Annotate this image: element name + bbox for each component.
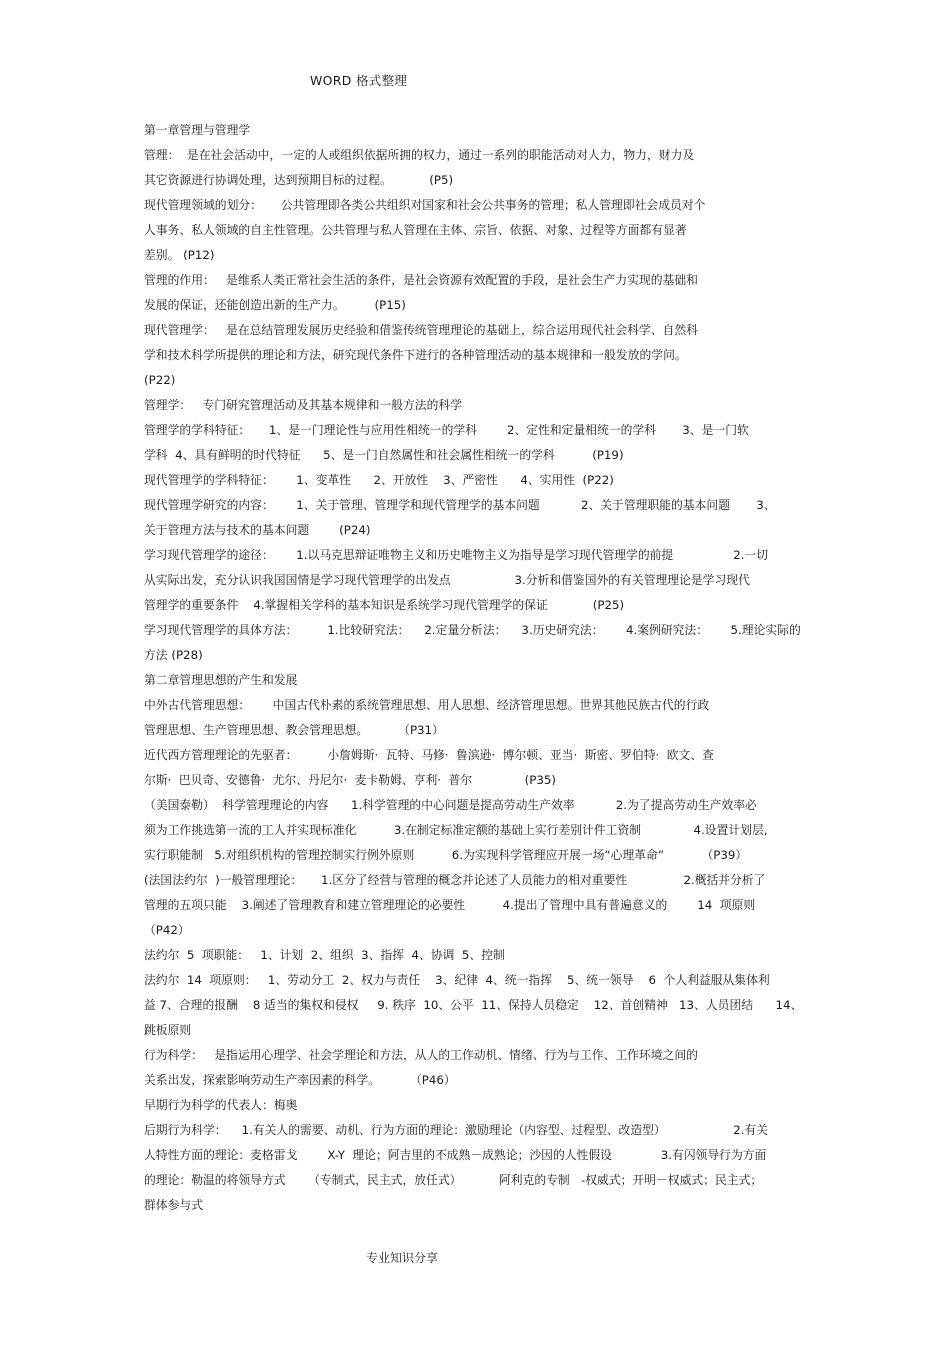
text-line: 管理思想、生产管理思想、教会管理思想。 （P31） (144, 723, 444, 737)
text-line: 法约尔 5 项职能： 1、计划 2、组织 3、指挥 4、协调 5、控制 (144, 948, 505, 962)
text-line: (法国法约尔 )一般管理理论： 1.区分了经营与管理的概念并论述了人员能力的相对重要性 2.概括并分析了 (144, 873, 766, 887)
text-line: 须为工作挑选第一流的工人并实现标准化 3.在制定标准定额的基础上实行差别计件工资制 4.设置计划层, (144, 823, 768, 837)
text-line: 的理论：勒温的将领导方式 （专制式，民主式，放任式） 阿利克的专制 -权威式；开明－权威式；民主式； (144, 1173, 763, 1187)
text-line: （P42） (144, 923, 190, 937)
text-line: 其它资源进行协调处理，达到预期目标的过程。 (P5) (144, 173, 454, 187)
text-line: 中外古代管理思想： 中国古代朴素的系统管理思想、用人思想、经济管理思想。世界其他民族古代的行政 (144, 698, 710, 712)
text-line: 早期行为科学的代表人：梅奥 (144, 1098, 298, 1112)
document-body (144, 118, 824, 1218)
text-line: 法约尔 14 项原则： 1、劳动分工 2、权力与责任 3、纪律 4、统一指挥 5、统一领导 6 个人利益服从集体利 (144, 973, 770, 987)
text-line: 关于管理方法与技术的基本问题 (P24) (144, 523, 371, 537)
section-heading-chapter-1: 第一章管理与管理学 (144, 123, 251, 137)
text-line: 群体参与式 (144, 1198, 203, 1212)
text-line: 现代管理学： 是在总结管理发展历史经验和借鉴传统管理理论的基础上，综合运用现代社会科学、自然科 (144, 323, 698, 337)
text-line: 管理学的重要条件 4.掌握相关学科的基本知识是系统学习现代管理学的保证 (P25) (144, 598, 625, 612)
text-line: 现代管理学的学科特征： 1、变革性 2、开放性 3、严密性 4、实用性 (P22) (144, 473, 614, 487)
text-line: 尔斯· 巴贝奇、安德鲁· 尤尔、丹尼尔· 麦卡勒姆、亨利· 普尔 (P35) (144, 773, 556, 787)
text-line: （美国泰勒） 科学管理理论的内容 1.科学管理的中心问题是提高劳动生产效率 2.为了提高劳动生产效率必 (144, 798, 757, 812)
text-line: 管理的五项只能 3.阐述了管理教育和建立管理理论的必要性 4.提出了管理中具有普遍意义的 14 项原则 (144, 898, 756, 912)
text-line: 实行职能制 5.对组织机构的管理控制实行例外原则 6.为实现科学管理应开展一场“心理革命” （P39） (144, 848, 748, 862)
text-line: 人特性方面的理论：麦格雷戈 X-Y 理论；阿吉里的不成熟－成熟论；沙因的人性假设 3.有闪领导行为方面 (144, 1148, 767, 1162)
text-line: 关系出发，探索影响劳动生产率因素的科学。 （P46） (144, 1073, 456, 1087)
text-line: 近代西方管理理论的先驱者： 小詹姆斯· 瓦特、马修· 鲁滨逊· 博尔顿、亚当· 斯密、罗伯特· 欧文、查 (144, 748, 714, 762)
text-line: 管理： 是在社会活动中，一定的人或组织依据所拥的权力，通过一系列的职能活动对人力，物力，财力及 (144, 148, 695, 162)
text-line: 行为科学： 是指运用心理学、社会学理论和方法，从人的工作动机、情绪、行为与工作、工作环境之间的 (144, 1048, 698, 1062)
page-footer: 专业知识分享 (366, 1251, 439, 1265)
text-line: 方法 (P28) (144, 648, 203, 662)
text-line: 学习现代管理学的具体方法： 1.比较研究法： 2.定量分析法： 3.历史研究法： 4.案例研究法： 5.理论实际的 (144, 623, 801, 637)
text-line: 管理学的学科特征： 1、是一门理论性与应用性相统一的学科 2、定性和定量相统一的学科 3、是一门软 (144, 423, 749, 437)
text-line: 从实际出发，充分认识我国国情是学习现代管理学的出发点 3.分析和借鉴国外的有关管理理论是学习现代 (144, 573, 750, 587)
text-line: (P22) (144, 373, 176, 387)
text-line: 现代管理领域的划分： 公共管理即各类公共组织对国家和社会公共事务的管理；私人管理即社会成员对个 (144, 198, 706, 212)
text-line: 管理学： 专门研究管理活动及其基本规律和一般方法的科学 (144, 398, 462, 412)
section-heading-chapter-2: 第二章管理思想的产生和发展 (144, 673, 298, 687)
text-line: 现代管理学研究的内容： 1、关于管理、管理学和现代管理学的基本问题 2、关于管理职能的基本问题 3、 (144, 498, 776, 512)
text-line: 益 7、合理的报酬 8 适当的集权和侵权 9. 秩序 10、公平 11、保持人员稳定 12、首创精神 13、人员团结 14、 (144, 998, 803, 1012)
text-line: 学科 4、具有鲜明的时代特征 5、是一门自然属性和社会属性相统一的学科 (P19) (144, 448, 624, 462)
text-line: 学和技术科学所提供的理论和方法，研究现代条件下进行的各种管理活动的基本规律和一般发放的学问。 (144, 348, 687, 362)
text-line: 人事务、私人领域的自主性管理。公共管理与私人管理在主体、宗旨、依据、对象、过程等方面都有显著 (144, 223, 687, 237)
text-line: 学习现代管理学的途径： 1.以马克思辩证唯物主义和历史唯物主义为指导是学习现代管理学的前提 2.一切 (144, 548, 769, 562)
text-line: 管理的作用： 是维系人类正常社会生活的条件，是社会资源有效配置的手段，是社会生产力实现的基础和 (144, 273, 698, 287)
text-line: 跳板原则 (144, 1023, 192, 1037)
text-line: 发展的保证，还能创造出新的生产力。 (P15) (144, 298, 406, 312)
page-header: WORD 格式整理 (310, 73, 408, 88)
text-line: 差别。 (P12) (144, 248, 215, 262)
text-line: 后期行为科学： 1.有关人的需要、动机、行为方面的理论：激励理论（内容型、过程型、改造型） 2.有关 (144, 1123, 769, 1137)
